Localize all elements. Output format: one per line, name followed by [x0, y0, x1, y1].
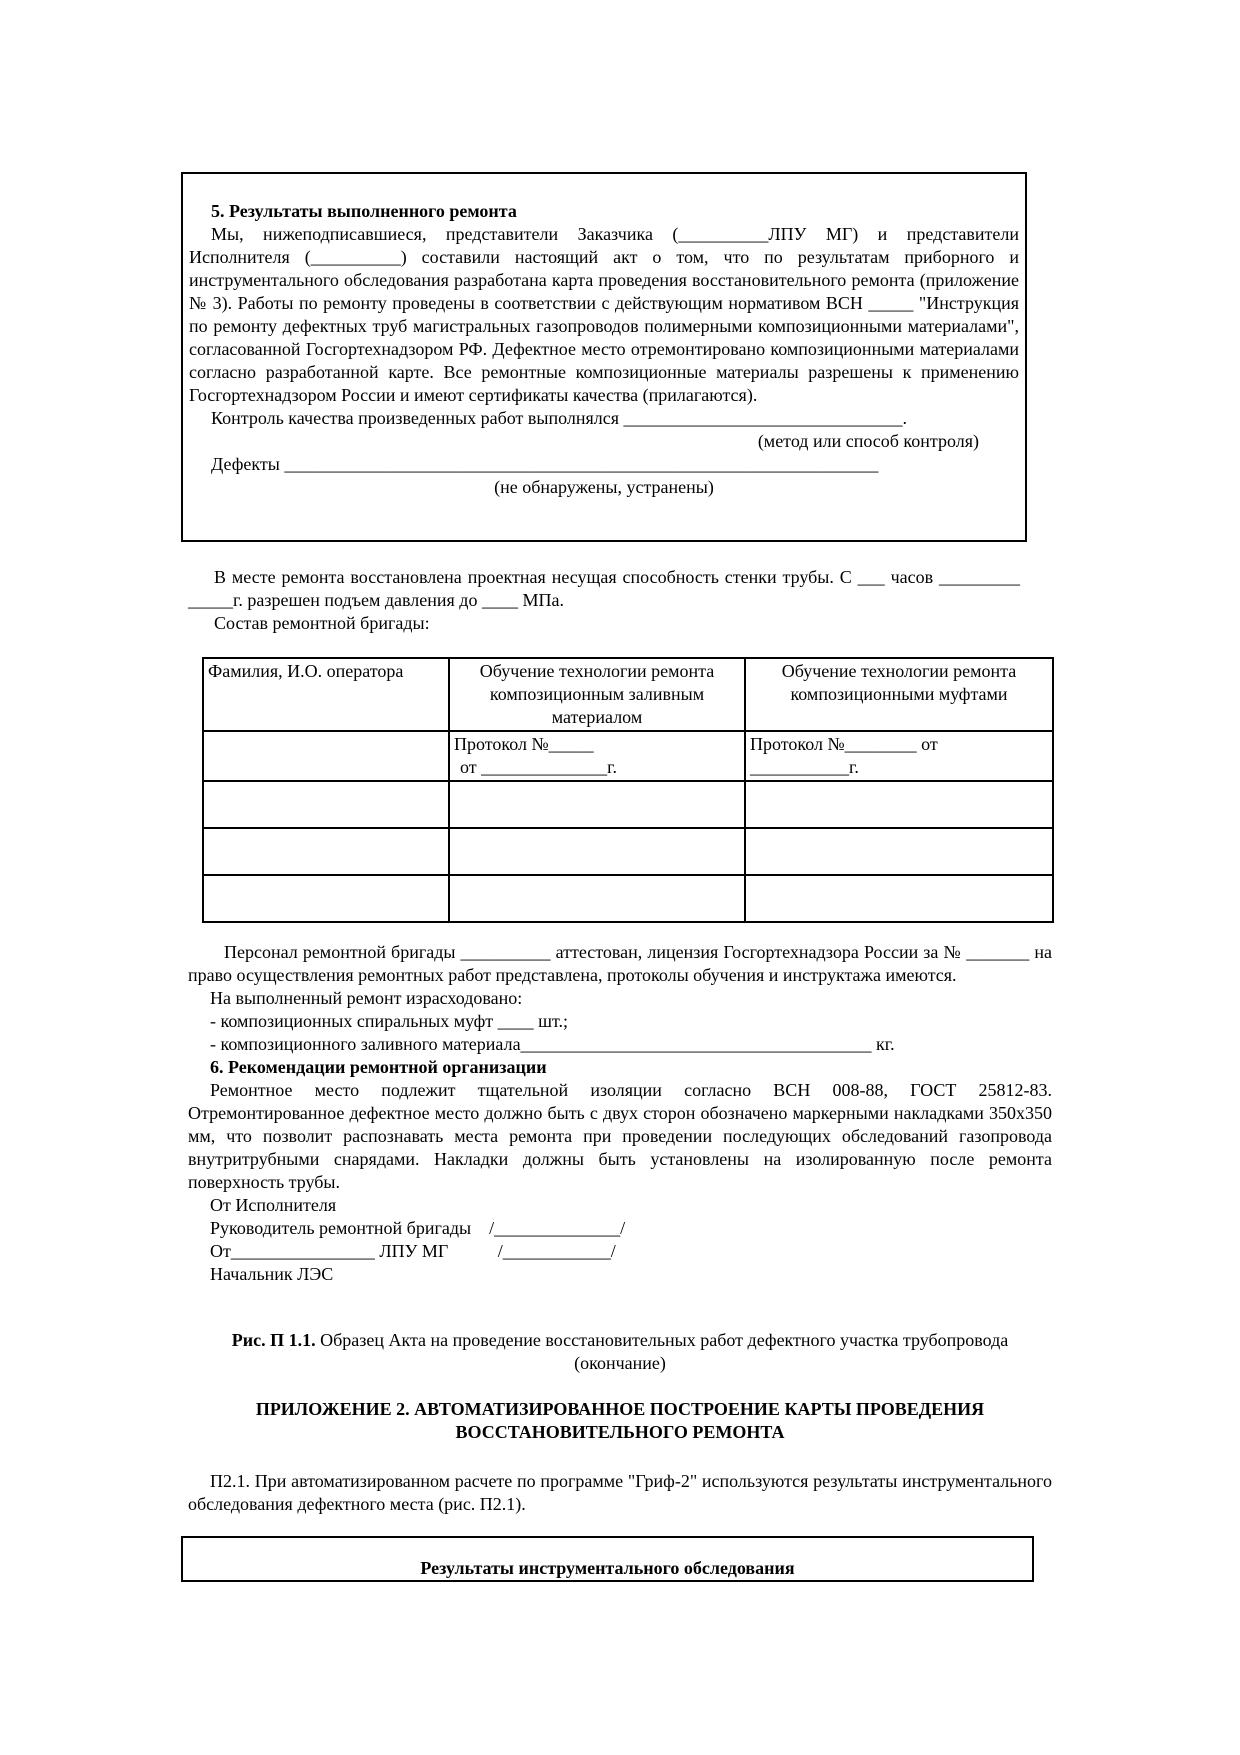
figure-caption	[230, 1329, 1010, 1375]
results-box	[181, 1536, 1034, 1582]
table-cell	[449, 731, 745, 781]
results-box-title: Результаты инструментального обследования	[420, 1558, 795, 1578]
table-row	[203, 875, 1053, 922]
header-cell: Фамилия, И.О. оператора	[203, 658, 449, 731]
appendix-paragraph: П2.1. При автоматизированном расчете по программе "Гриф-2" используются результаты инструментального обследования дефектного места (рис. П2.1).	[188, 1471, 1052, 1514]
defects-hint: (не обнаружены, устранены)	[494, 477, 714, 497]
header-cell: Обучение технологии ремонта композиционными муфтами	[745, 658, 1053, 731]
table-cell	[203, 731, 449, 781]
defects-line: Дефекты __________________________________________________________________	[211, 454, 879, 474]
brigade-table	[202, 657, 1054, 923]
signature-line: Начальник ЛЭС	[210, 1264, 334, 1284]
personnel-text: Персонал ремонтной бригады __________ аттестован, лицензия Госгортехнадзора России за № _______ на право осуществления ремонтных работ представлена, протоколы обучения и инструктажа имеются.	[188, 942, 1052, 985]
table-row	[203, 828, 1053, 875]
protocol-no: Протокол №_____	[454, 734, 594, 754]
section5-box	[181, 172, 1027, 542]
appendix-title: ПРИЛОЖЕНИЕ 2. АВТОМАТИЗИРОВАННОЕ ПОСТРОЕНИЕ КАРТЫ ПРОВЕДЕНИЯ ВОССТАНОВИТЕЛЬНОГО РЕМОНТА	[255, 1399, 985, 1442]
consumed-item: - композиционных спиральных муфт ____ шт.;	[210, 1011, 569, 1031]
table-header-row	[203, 658, 1053, 731]
from-label: От Исполнителя	[210, 1195, 337, 1215]
table-row	[203, 781, 1053, 828]
consumed-item: - композиционного заливного материала_______________________________________ кг.	[210, 1034, 895, 1054]
section6-title: 6. Рекомендации ремонтной организации	[210, 1057, 547, 1077]
header-cell: Обучение технологии ремонта композиционным заливным материалом	[449, 658, 745, 731]
section5-body: Мы, нижеподписавшиеся, представители Заказчика (__________ЛПУ МГ) и представители Исполнителя (__________) составили настоящий акт о том, что по результатам приборного и инструментального обследования разработана карта проведения восстановительного ремонта (приложение № 3). Работы по ремонту проведены в соответствии с действующим нормативом ВСН _____ "Инструкция по ремонту дефектных труб магистральных газопроводов полимерными композиционными материалами", согласованной Госгортехнадзором РФ. Дефектное место отремонтировано композиционными материалами согласно разработанной карте. Все ремонтные композиционные материалы разрешены к применению Госгортехнадзором России и имеют сертификаты качества (прилагаются).	[189, 224, 1019, 405]
control-hint: (метод или способ контроля)	[757, 431, 979, 451]
protocol-date: от ______________г.	[460, 757, 617, 777]
consumed-label: На выполненный ремонт израсходовано:	[210, 988, 523, 1008]
protocol-no: Протокол №________ от	[750, 734, 938, 754]
restore-text: В месте ремонта восстановлена проектная несущая способность стенки трубы. С ___ часов _________ _____г. разрешен подъем давления до ____ МПа.	[188, 567, 1020, 610]
protocol-date: ___________г.	[750, 757, 859, 777]
section6-body: Ремонтное место подлежит тщательной изоляции согласно ВСН 008-88, ГОСТ 25812-83. Отремонтированное дефектное место должно быть с двух сторон обозначено маркерными накладками 350x350 мм, что позволит распознавать места ремонта при проведении последующих обследований газопровода внутритрубными снарядами. Накладки должны быть установлены на изолированную после ремонта поверхность трубы.	[188, 1080, 1052, 1192]
control-line: Контроль качества произведенных работ выполнялся _______________________________.	[211, 408, 908, 428]
table-row	[203, 731, 1053, 781]
caption-text: Образец Акта на проведение восстановительных работ дефектного участка трубопровода (окончание)	[315, 1330, 1009, 1373]
section5-title: 5. Результаты выполненного ремонта	[211, 201, 517, 221]
signature-line: От________________ ЛПУ МГ /____________/	[210, 1241, 616, 1261]
caption-label: Рис. П 1.1.	[231, 1330, 316, 1350]
table-cell	[745, 731, 1053, 781]
signature-line: Руководитель ремонтной бригады /______________/	[210, 1218, 626, 1238]
brigade-label: Состав ремонтной бригады:	[214, 613, 430, 633]
